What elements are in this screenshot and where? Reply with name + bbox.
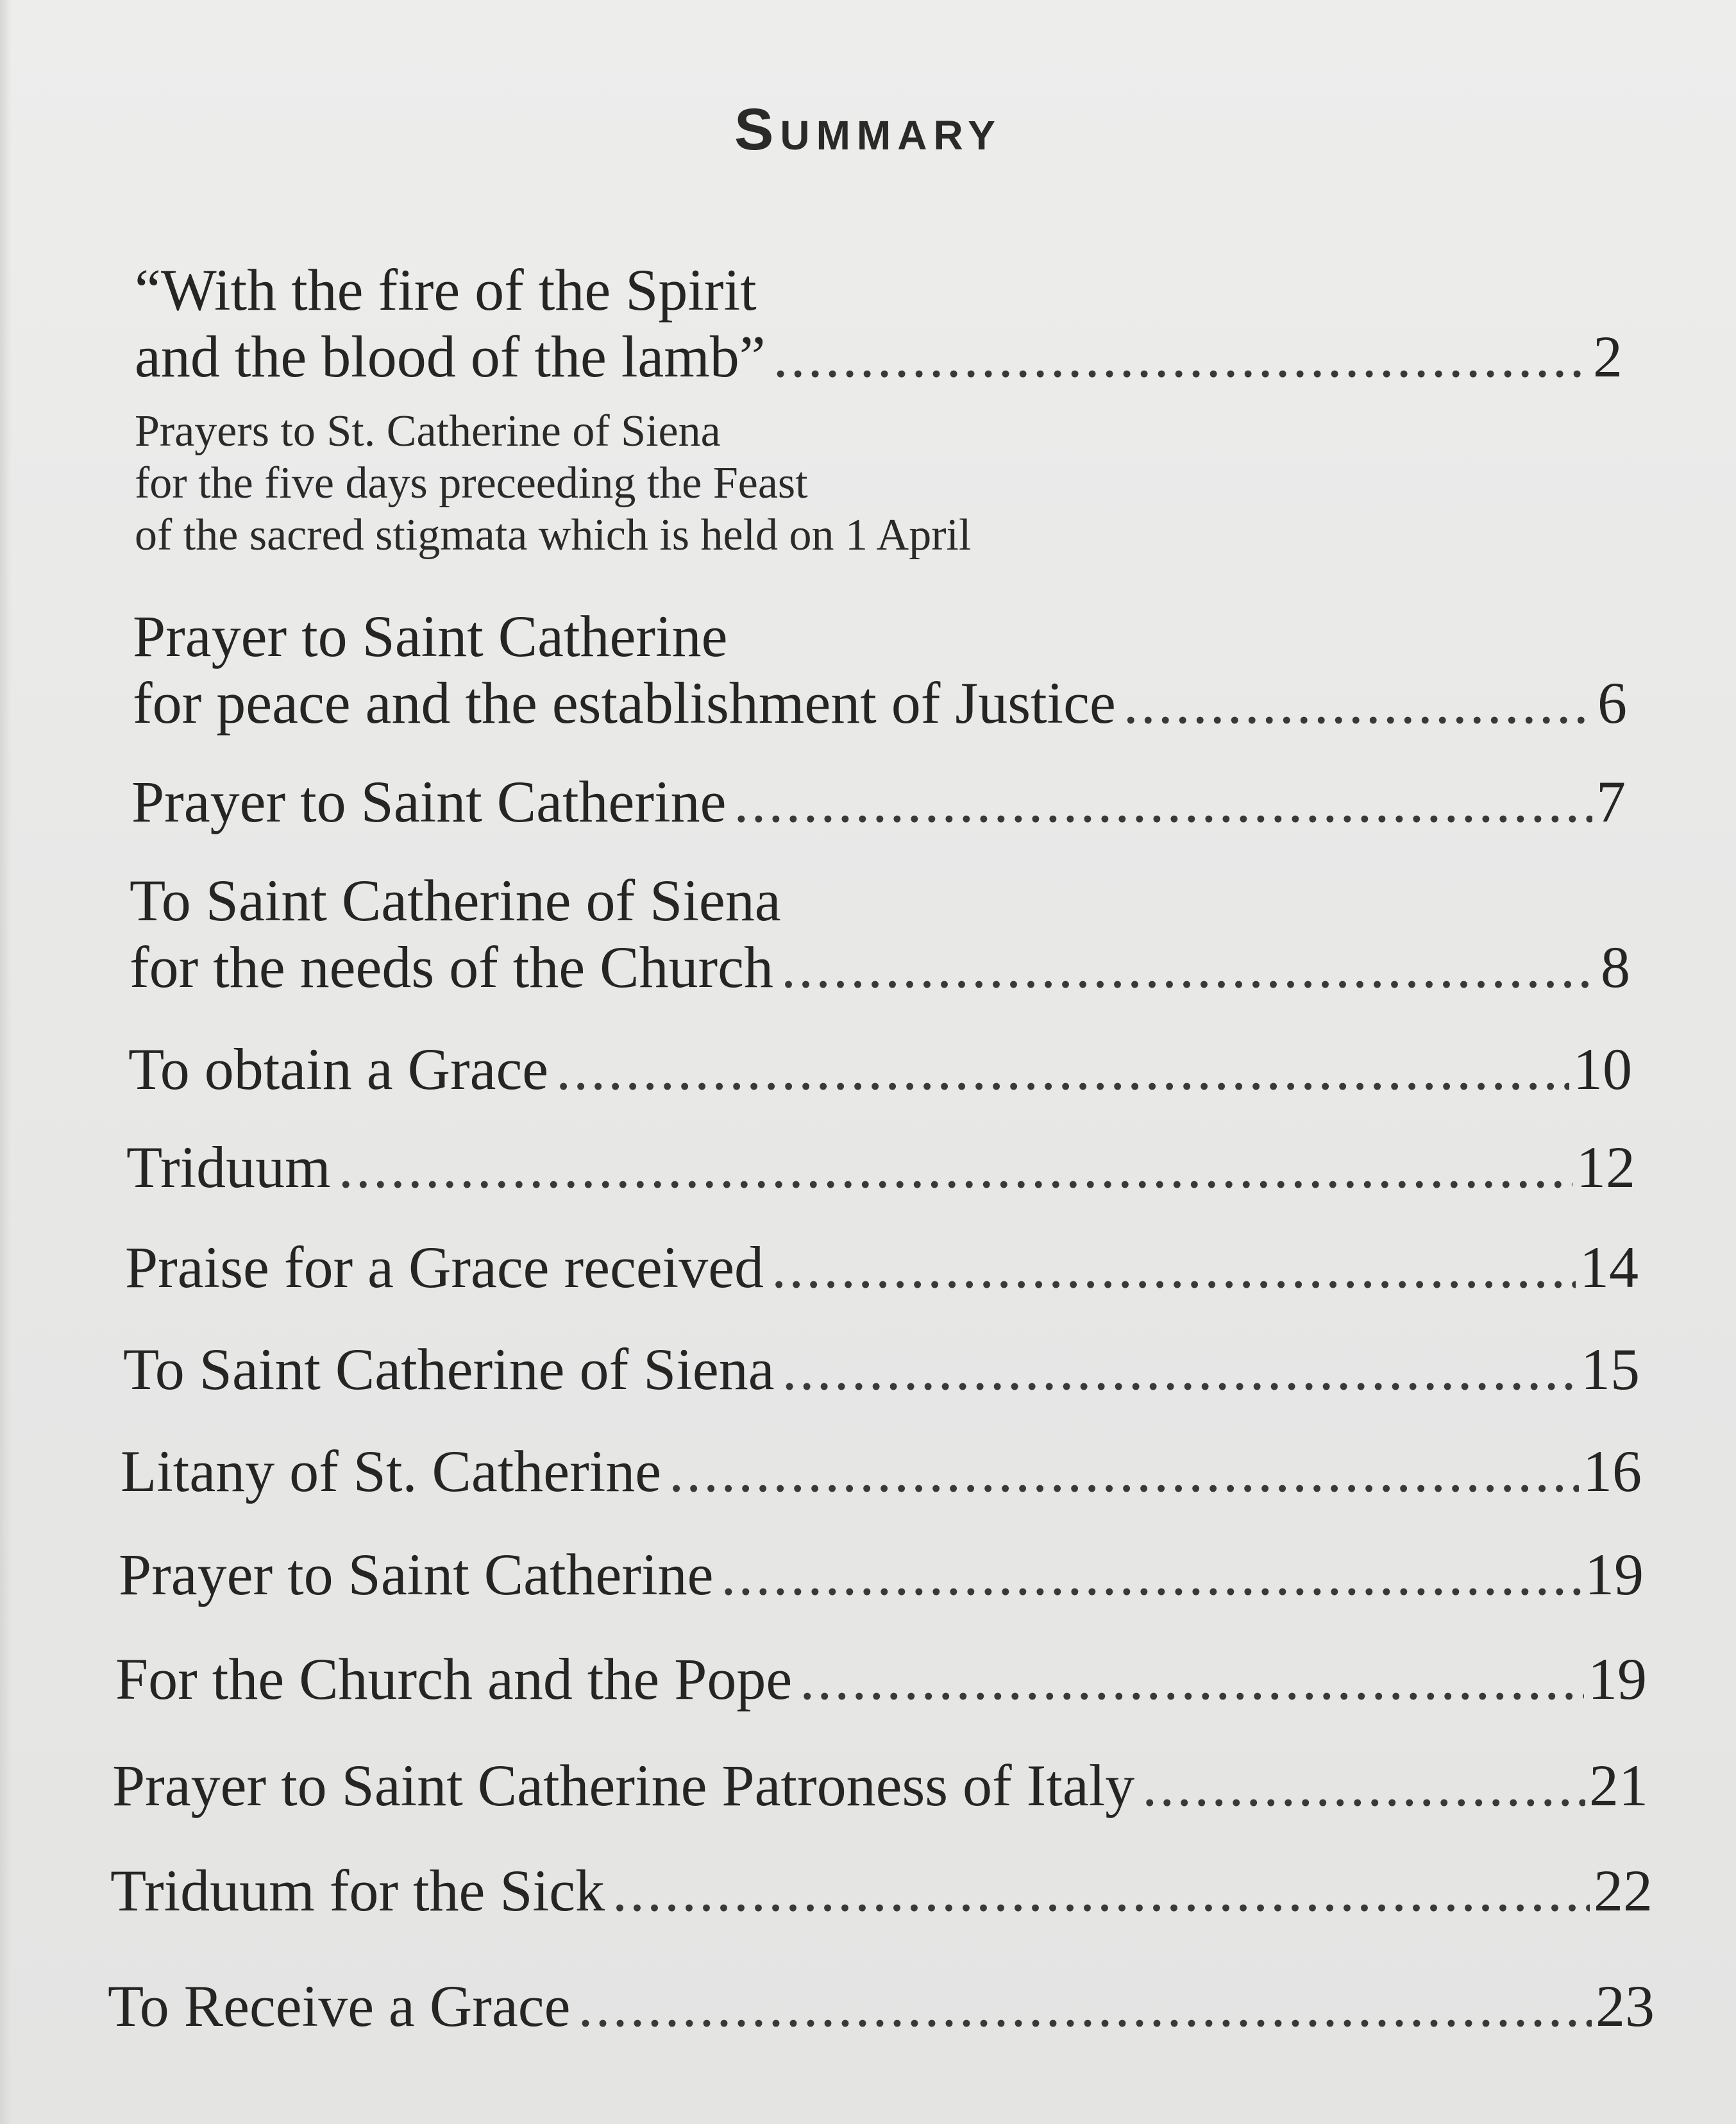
toc-entry-14-label: To Receive a Grace [108, 1973, 571, 2039]
toc-entry-12 [112, 1752, 1648, 1819]
toc-entry-10-label: Prayer to Saint Catherine [119, 1542, 714, 1607]
page-edge-shadow [0, 0, 12, 2124]
toc-entry-1-line-1: “With the fire of the Spirit [135, 257, 757, 323]
toc-entry-9 [121, 1438, 1642, 1504]
toc-subtitle-line-1: Prayers to St. Catherine of Siena [135, 407, 721, 456]
toc-entry-7-label: Praise for a Grace received [125, 1235, 764, 1300]
dot-leader [734, 768, 1592, 835]
toc-entry-4-line-1: To Saint Catherine of Siena [130, 868, 781, 933]
toc-entry-13-label: Triduum for the Sick [110, 1858, 605, 1923]
toc-entry-3-page: 7 [1596, 769, 1626, 834]
dot-leader [556, 1036, 1569, 1102]
toc-entry-3-label: Prayer to Saint Catherine [131, 769, 727, 834]
toc-entry-2-row [133, 670, 1627, 736]
dot-leader [612, 1857, 1590, 1924]
toc-entry-12-label: Prayer to Saint Catherine Patroness of Italy [112, 1753, 1135, 1818]
toc-entry-13-page: 22 [1594, 1858, 1653, 1923]
dot-leader [781, 934, 1597, 1000]
dot-leader [782, 1336, 1577, 1403]
toc-entry-9-label: Litany of St. Catherine [121, 1438, 662, 1504]
toc-entry-1 [135, 257, 1622, 390]
toc-entry-14 [108, 1973, 1655, 2039]
toc-entry-6 [126, 1134, 1635, 1201]
toc-entry-8 [123, 1336, 1640, 1403]
toc-entry-9-page: 16 [1583, 1438, 1642, 1504]
toc-entry-11 [115, 1646, 1647, 1712]
dot-leader [773, 323, 1589, 390]
dot-leader [339, 1134, 1572, 1201]
toc-entry-8-label: To Saint Catherine of Siena [123, 1336, 775, 1402]
toc-entry-11-label: For the Church and the Pope [115, 1646, 793, 1712]
dot-leader [1124, 670, 1594, 736]
dot-leader [578, 1973, 1592, 2039]
toc-entry-11-page: 19 [1588, 1646, 1647, 1712]
toc-entry-2-line-1: Prayer to Saint Catherine [133, 603, 728, 669]
toc-entry-1-label: and the blood of the lamb” [135, 324, 766, 389]
toc-entry-10-page: 19 [1585, 1542, 1644, 1607]
dot-leader [800, 1646, 1584, 1712]
dot-leader [1142, 1752, 1585, 1819]
toc-subtitle-line-3: of the sacred stigmata which is held on 1 April [135, 510, 972, 560]
toc-entry-13 [110, 1857, 1653, 1924]
toc-entry-3 [131, 768, 1626, 835]
toc-entry-1-page: 2 [1593, 324, 1622, 389]
toc-subtitle-block [135, 405, 971, 561]
toc-entry-6-label: Triduum [126, 1134, 331, 1200]
toc-entry-8-page: 15 [1581, 1336, 1640, 1402]
dot-leader [771, 1234, 1576, 1301]
page-title: Summary [734, 97, 1002, 162]
toc-subtitle-line-2: for the five days preceeding the Feast [135, 459, 808, 508]
dot-leader [669, 1438, 1579, 1504]
toc-entry-7 [125, 1234, 1639, 1301]
toc-entry-10 [119, 1541, 1644, 1608]
dot-leader [721, 1541, 1581, 1608]
toc-entry-5 [128, 1036, 1632, 1102]
toc-entry-14-page: 23 [1596, 1973, 1655, 2039]
toc-entry-4-label: for the needs of the Church [130, 934, 774, 1000]
toc-entry-2-page: 6 [1597, 670, 1627, 736]
toc-entry-12-page: 21 [1589, 1753, 1648, 1818]
toc-entry-2-label: for peace and the establishment of Justice [133, 670, 1116, 736]
toc-entry-1-row [135, 323, 1622, 390]
toc-entry-2 [133, 603, 1627, 736]
toc-entry-4-page: 8 [1601, 934, 1630, 1000]
toc-entry-4 [130, 867, 1630, 1000]
toc-entry-7-page: 14 [1580, 1235, 1639, 1300]
toc-entry-6-page: 12 [1576, 1134, 1635, 1200]
toc-entry-4-row [130, 934, 1630, 1000]
toc-entry-5-page: 10 [1573, 1036, 1632, 1102]
toc-entry-5-label: To obtain a Grace [128, 1036, 549, 1102]
